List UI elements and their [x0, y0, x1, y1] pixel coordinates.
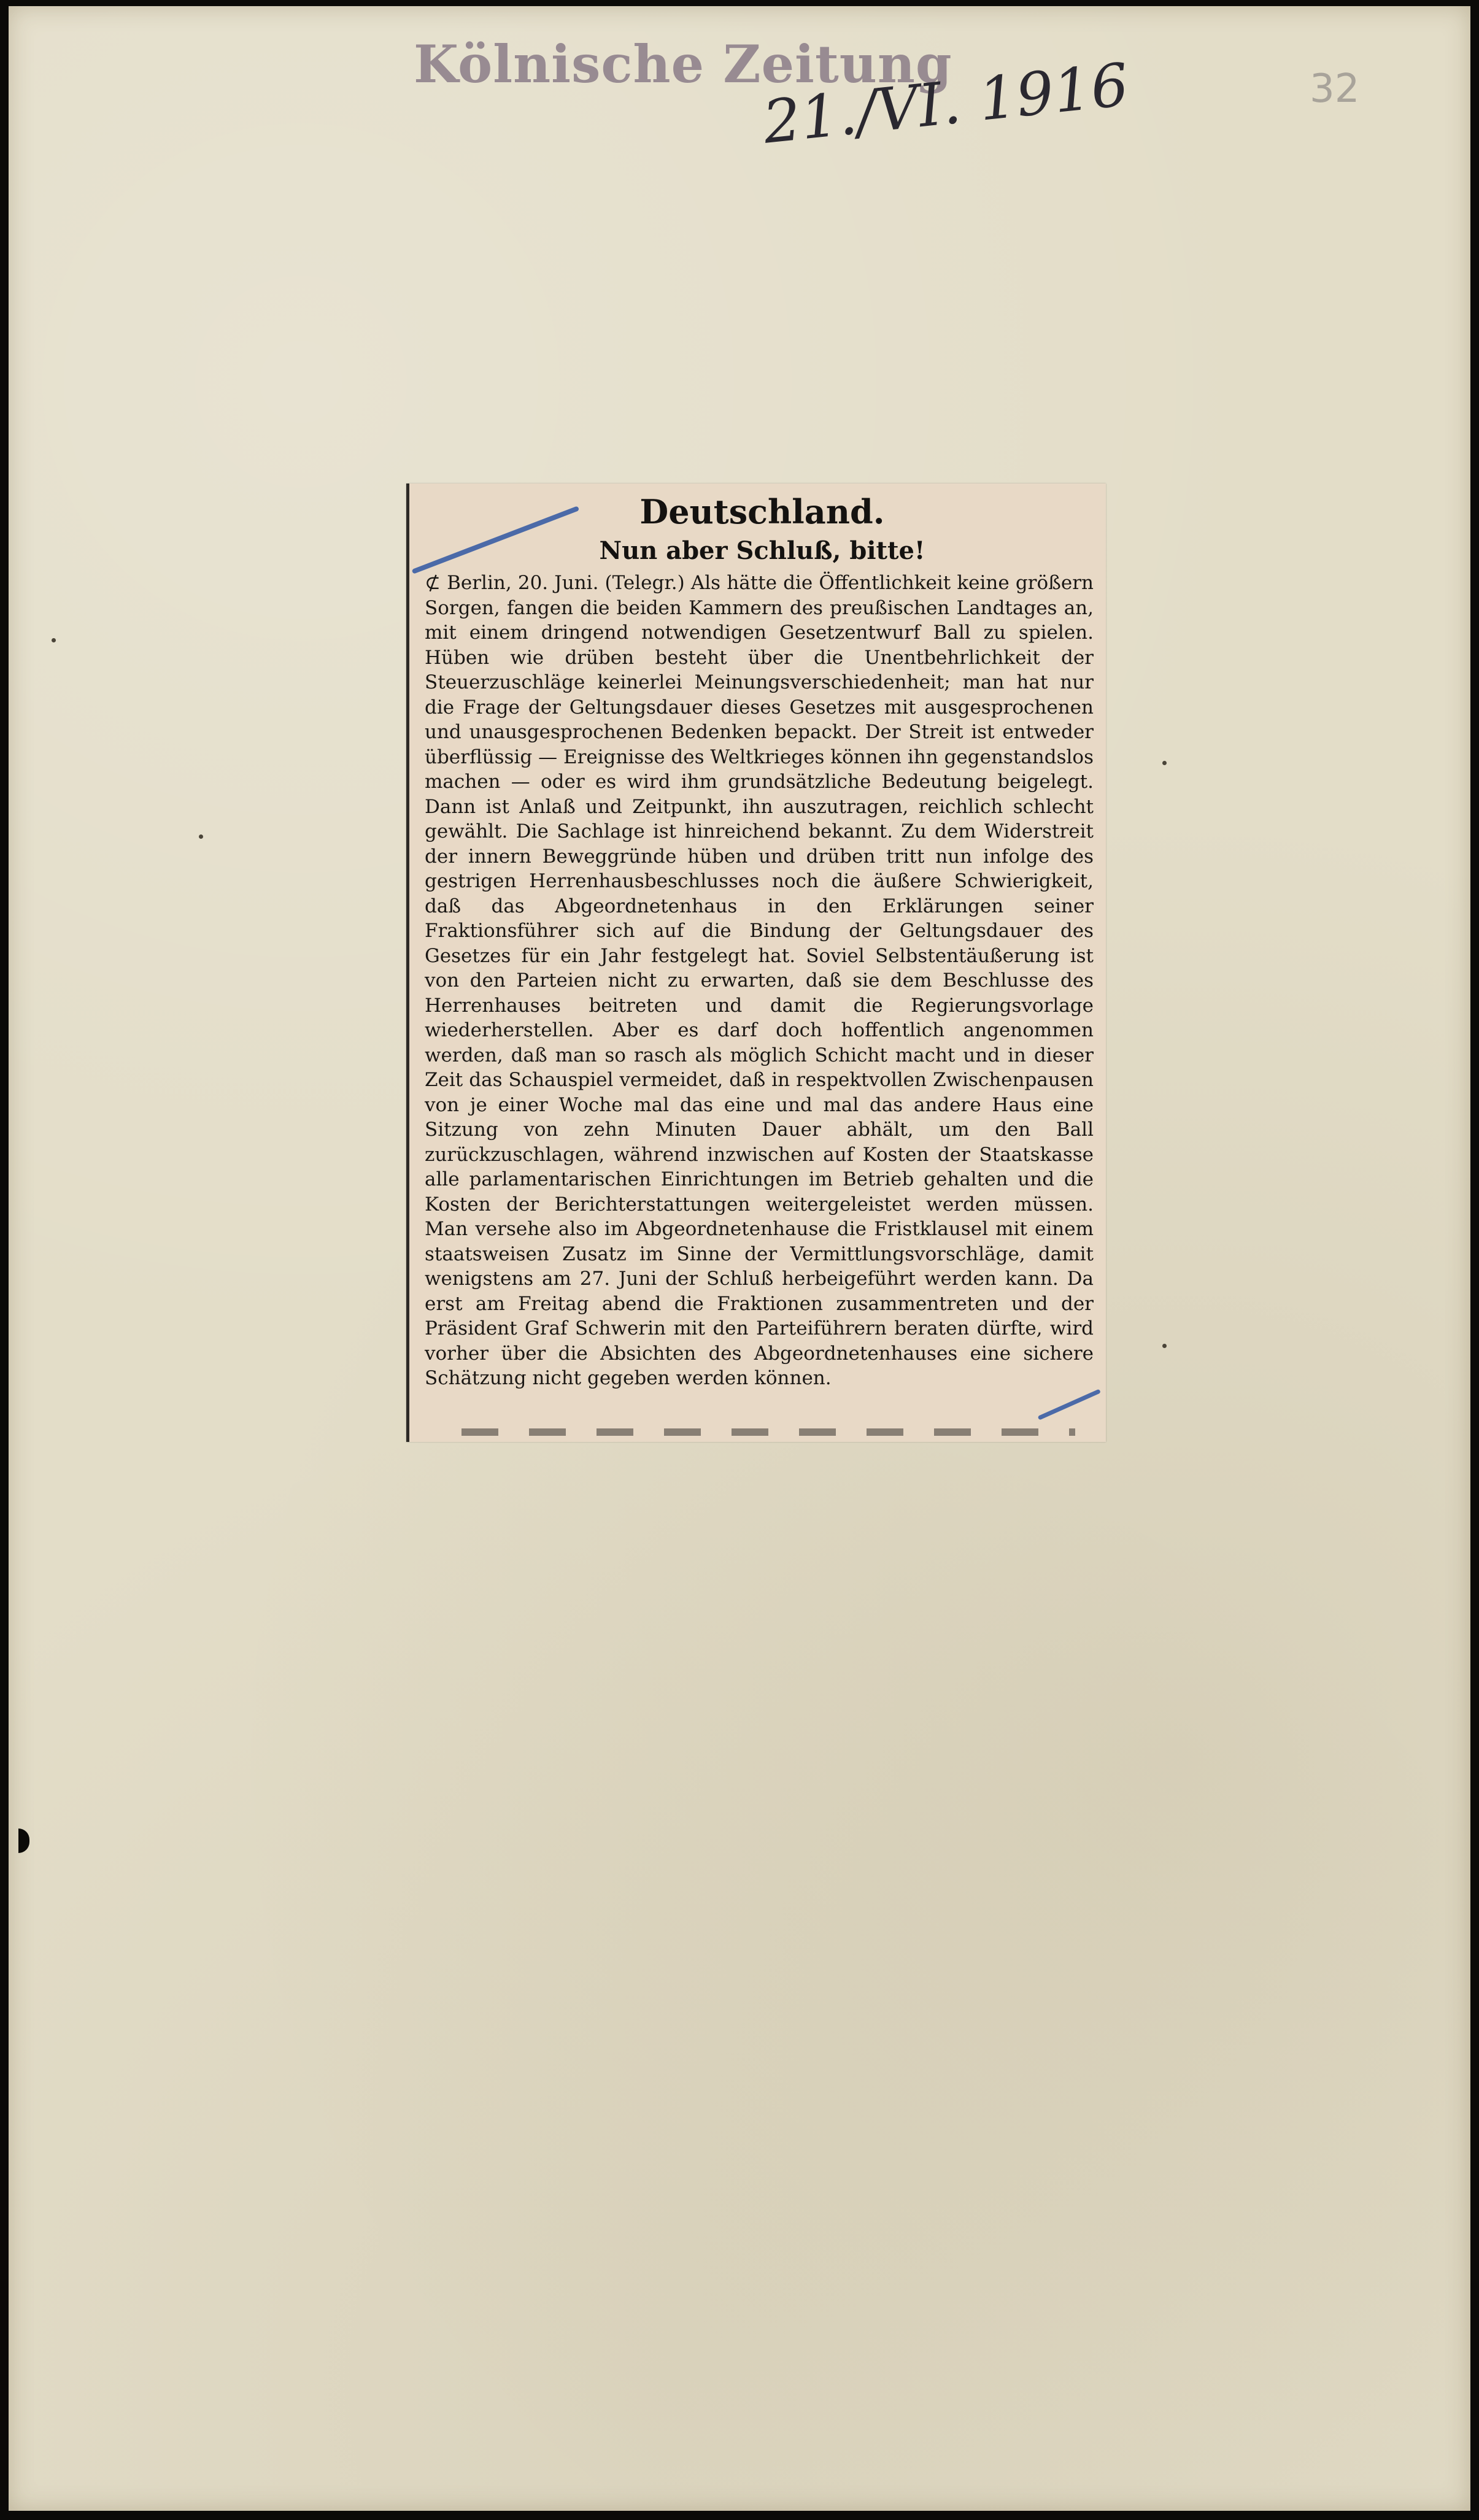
blue-pencil-mark-bottom [1038, 1389, 1101, 1420]
folio-number: 32 [1310, 66, 1360, 112]
binding-notch [18, 1828, 29, 1853]
article-body: ⊄ Berlin, 20. Juni. (Telegr.) Als hätte die Öffentlichkeit keine größern Sorgen, fangen die beiden Kammern des preußischen Landtages an, mit einem dringend notwendigen Gesetzentwurf Ball zu spielen. Hüben wie drüben besteht über die Unentbehrlichkeit der Steuerzuschläge keinerlei Meinungsverschiedenheit; man hat nur die Frage der Geltungsdauer dieses Gesetzes mit ausgesprochenen und unausgesprochenen Bedenken bepackt. Der Streit ist entweder überflüssig — Ereignisse des Weltkrieges können ihn gegenstandslos machen — oder es wird ihm grundsätzliche Bedeutung beigelegt. Dann ist Anlaß und Zeitpunkt, ihn auszutragen, reichlich schlecht gewählt. Die Sachlage ist hinreichend bekannt. Zu dem Widerstreit der innern Beweggründe hüben und drüben tritt nun infolge des gestrigen Herrenhausbeschlusses noch die äußere Schwierigkeit, daß das Abgeordnetenhaus in den Erklärungen seiner Fraktionsführer sich auf die Bindung der Geltungsdauer des Gesetzes für ein Jahr festgelegt hat. Soviel Selbstentäußerung ist von den Parteien nicht zu erwarten, daß sie dem Beschlusse des Herrenhauses beitreten und damit die Regierungsvorlage wiederherstellen. Aber es darf doch hoffentlich angenommen werden, daß man so rasch als möglich Schicht macht und in dieser Zeit das Schauspiel vermeidet, daß in respektvollen Zwischenpausen von je einer Woche mal das eine und mal das andere Haus eine Sitzung von zehn Minuten Dauer abhält, um den Ball zurückzuschlagen, während inzwischen auf Kosten der Staatskasse alle parlamentarischen Einrichtungen im Betrieb gehalten und die Kosten der Berichterstattungen weitergeleistet werden müssen. Man versehe also im Abgeordnetenhause die Fristklausel mit einem staatsweisen Zusatz im Sinne der Vermittlungsvorschläge, damit wenigstens am 27. Juni der Schluß herbeigeführt werden kann. Da erst am Freitag abend die Fraktionen zusammentreten und der Präsident Graf Schwerin mit den Parteiführern beraten dürfte, wird vorher über die Absichten des Abgeordnetenhauses eine sichere Schätzung nicht gegeben werden können. [425, 572, 1094, 1389]
newspaper-stamp: Kölnische Zeitung [414, 34, 952, 94]
archive-sheet [9, 6, 1470, 2511]
paper-speck [1162, 1344, 1167, 1348]
paper-speck [52, 638, 56, 642]
article-subheading: Nun aber Schluß, bitte! [599, 536, 925, 565]
article-heading: Deutschland. [639, 492, 885, 531]
paper-speck [1162, 761, 1167, 765]
clipping-cut-edge [461, 1428, 1075, 1436]
newspaper-clipping [406, 484, 1106, 1442]
paper-speck [199, 834, 203, 839]
handwritten-date: 21./VI. 1916 [760, 50, 1132, 157]
clipping-left-rule [406, 484, 409, 1442]
